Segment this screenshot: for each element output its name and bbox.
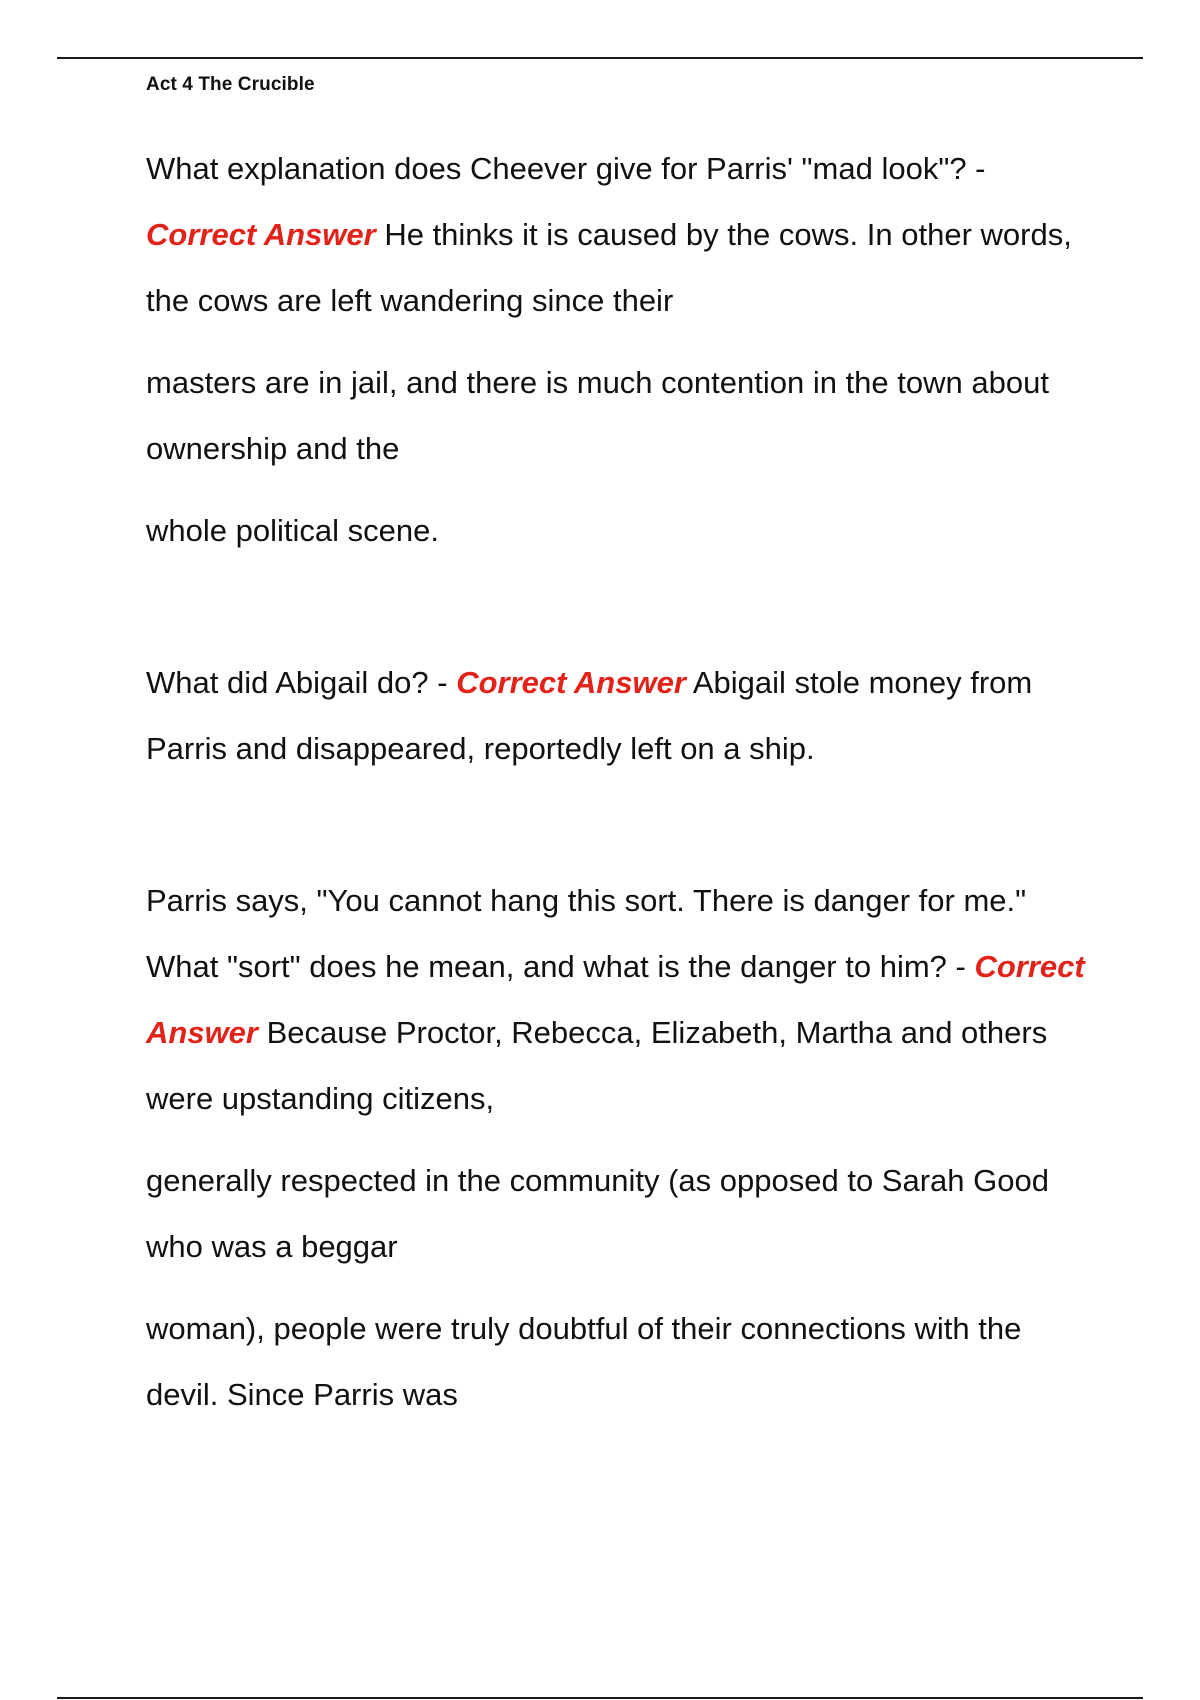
answer-continuation: woman), people were truly doubtful of their connections with the devil. Since Parris was [146, 1311, 1022, 1412]
qa-paragraph [146, 650, 1096, 782]
answer-continuation: masters are in jail, and there is much contention in the town about ownership and the [146, 365, 1049, 466]
qa-paragraph [146, 136, 1096, 334]
answer-text: He thinks it is caused by the cows. In other words, the cows are left wandering since their [146, 217, 1072, 318]
correct-answer-label: Correct Answer [456, 665, 686, 700]
qa-item-cheever [146, 136, 1096, 564]
top-rule [57, 57, 1143, 59]
qa-paragraph [146, 868, 1096, 1132]
question-text: What did Abigail do? - [146, 665, 448, 700]
correct-answer-label: Correct Answer [146, 217, 376, 252]
qa-item-parris [146, 868, 1096, 1428]
answer-continuation: generally respected in the community (as opposed to Sarah Good who was a beggar [146, 1163, 1049, 1264]
bottom-rule [57, 1697, 1143, 1699]
answer-text: Abigail stole money from Parris and disappeared, reportedly left on a ship. [146, 665, 1033, 766]
question-text: What explanation does Cheever give for Parris' "mad look"? - [146, 151, 986, 186]
answer-continuation: whole political scene. [146, 513, 439, 548]
question-text: Parris says, "You cannot hang this sort. There is danger for me." What "sort" does he mean, and what is the danger to him? - [146, 883, 1027, 984]
document-header: Act 4 The Crucible [146, 74, 315, 95]
qa-item-abigail [146, 650, 1096, 782]
answer-text: Because Proctor, Rebecca, Elizabeth, Martha and others were upstanding citizens, [146, 1015, 1048, 1116]
correct-answer-label: Correct Answer [146, 949, 1085, 1050]
document-body [146, 136, 1096, 1514]
